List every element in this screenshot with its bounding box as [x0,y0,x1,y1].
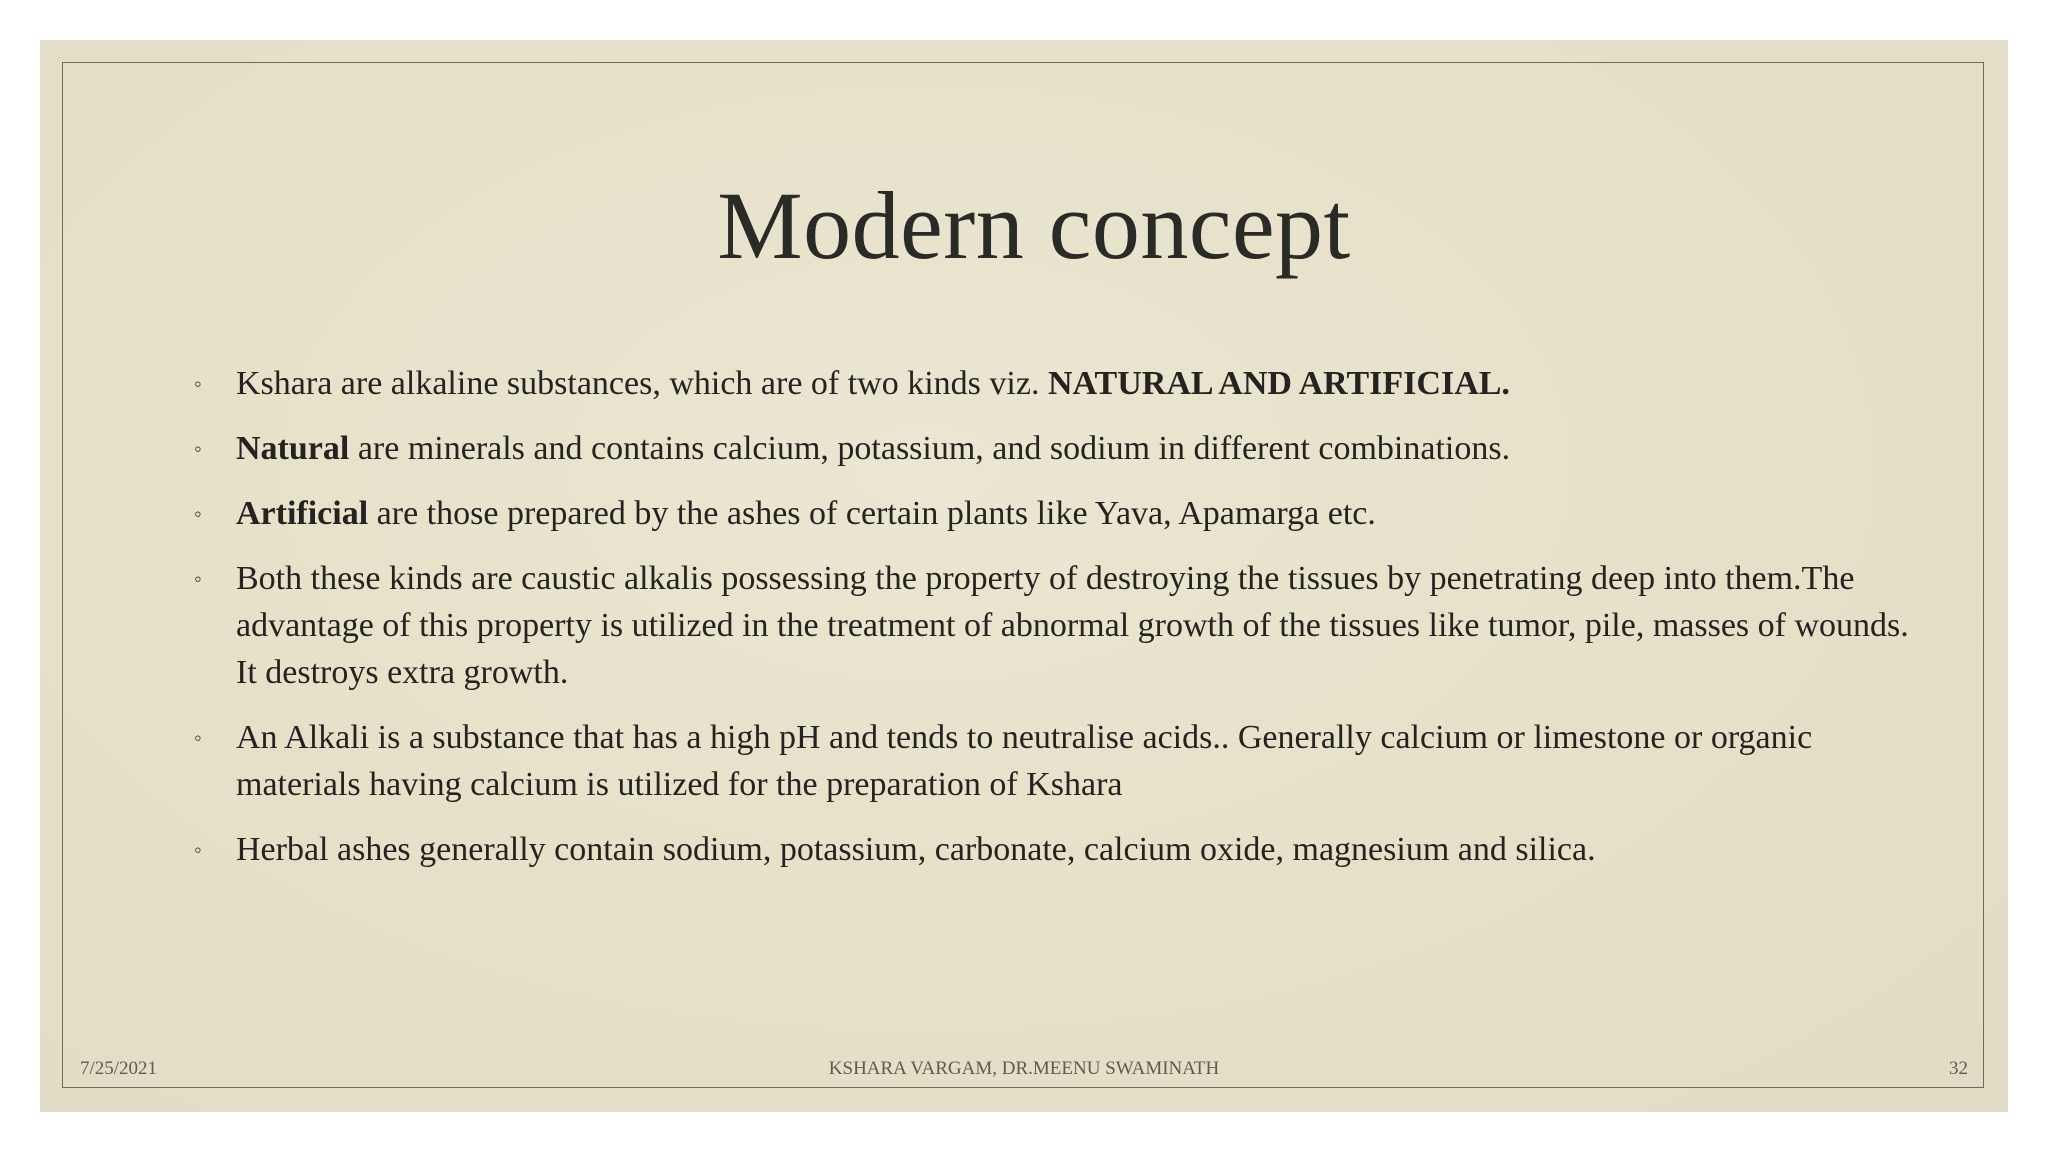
bullet-item [190,425,1910,472]
bullet-text: are minerals and contains calcium, potassium, and sodium in different combinations. [349,430,1511,467]
footer-date: 7/25/2021 [80,1058,158,1079]
slide-title-text: Modern concept [717,172,1351,279]
bullet-bold-text: NATURAL AND ARTIFICIAL. [1047,365,1510,402]
bullet-text: Both these kinds are caustic alkalis possessing the property of destroying the tissues by penetrating deep into them.The advantage of this property is utilized in the treatment of abnormal growth of the tissues like tumor, pile, masses of wounds. It destroys extra growth. [236,560,1909,691]
bullet-circle-icon: ◦ [194,501,202,526]
bullet-bold-text: Artificial [236,495,369,532]
bullet-text: An Alkali is a substance that has a high pH and tends to neutralise acids.. Generally calcium or limestone or organic materials having calcium is utilized for the preparation of Kshara [236,719,1813,803]
bullet-item [190,714,1910,808]
bullet-text: are those prepared by the ashes of certain plants like Yava, Apamarga etc. [368,495,1376,532]
slide [40,40,2008,1112]
bullet-item [190,360,1910,407]
footer-page-number: 32 [1949,1058,1968,1079]
bullet-item [190,555,1910,696]
bullet-item [190,826,1910,873]
bullet-circle-icon: ◦ [194,371,202,396]
bullet-circle-icon: ◦ [194,436,202,461]
bullet-circle-icon: ◦ [194,725,202,750]
bullet-circle-icon: ◦ [194,837,202,862]
slide-title [40,170,2008,281]
bullet-circle-icon: ◦ [194,566,202,591]
bullet-bold-text: Natural [236,430,350,467]
bullet-text: Herbal ashes generally contain sodium, potassium, carbonate, calcium oxide, magnesium and silica. [236,831,1596,868]
bullet-list [190,360,1910,891]
bullet-item [190,490,1910,537]
bullet-text: Kshara are alkaline substances, which are of two kinds viz. [236,365,1048,402]
footer-title: KSHARA VARGAM, DR.MEENU SWAMINATH [828,1058,1220,1079]
